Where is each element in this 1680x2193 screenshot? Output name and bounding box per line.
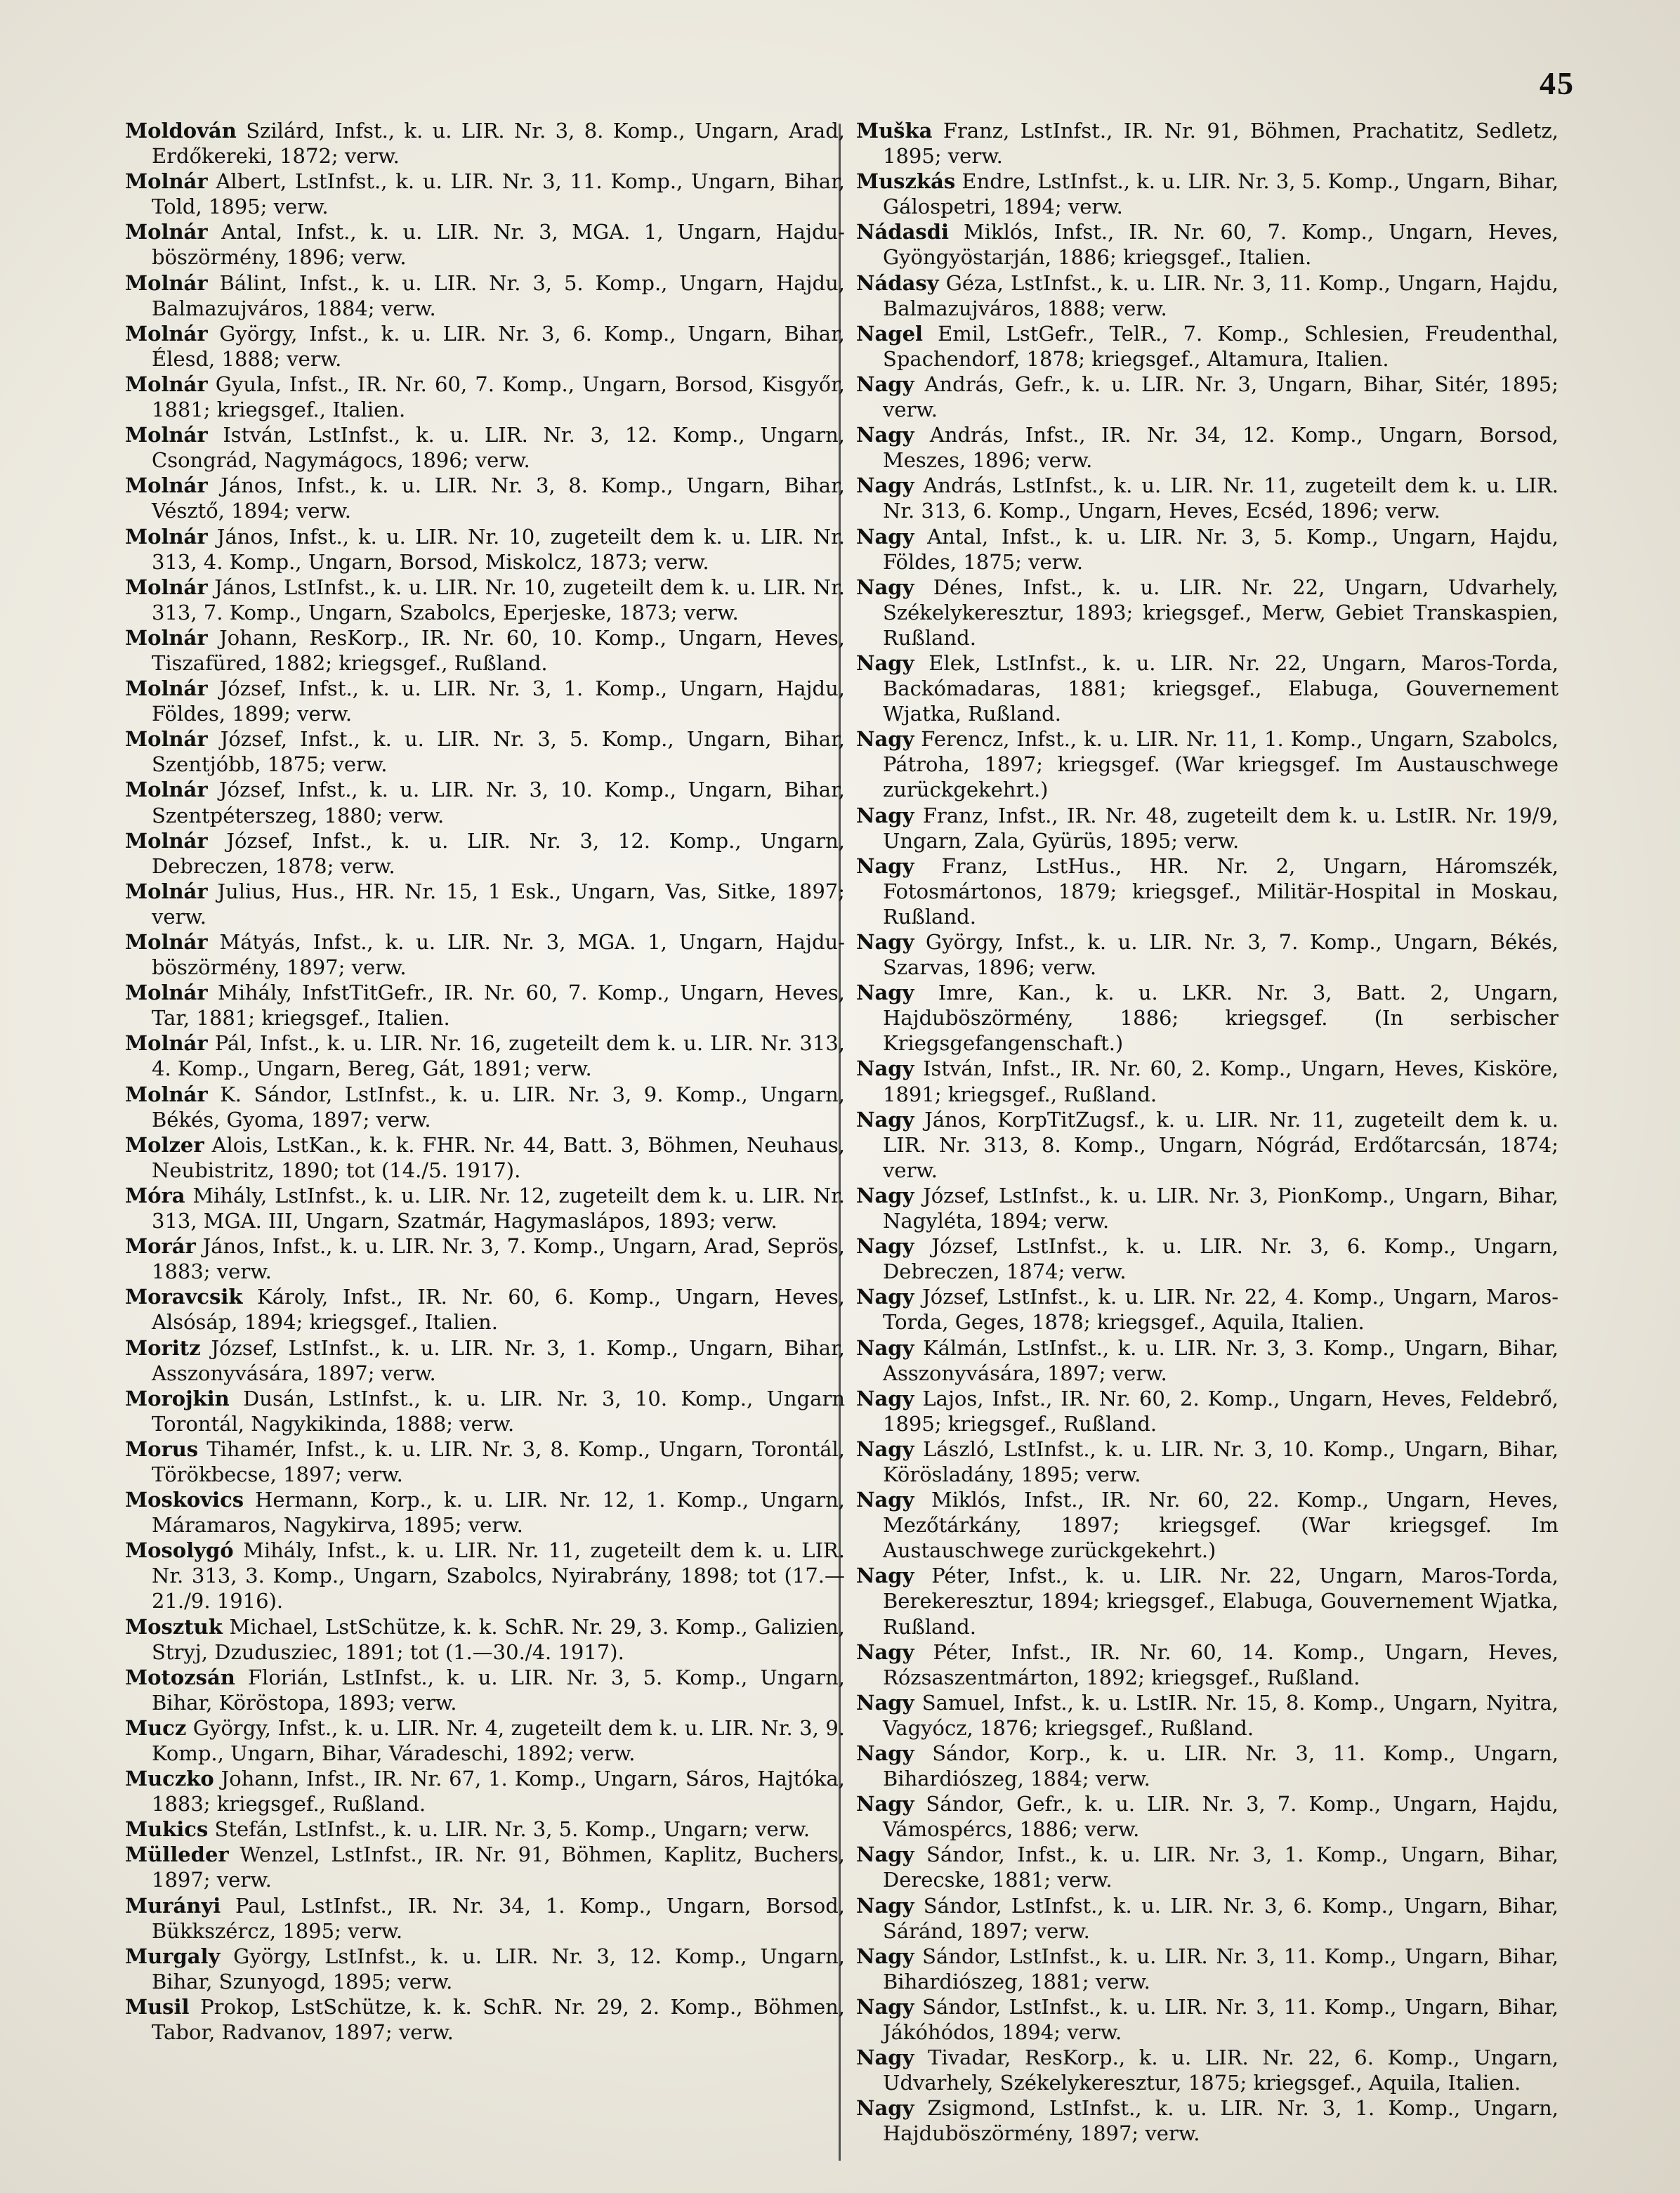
entry-surname: Nagy [856,1056,914,1081]
entry-surname: Móra [125,1183,185,1207]
entry-surname: Muczko [125,1767,214,1791]
entry-surname: Muszkás [856,169,956,194]
entry-details: K. Sándor, LstInfst., k. u. LIR. Nr. 3, 9. Komp., Ungarn, Békés, Gyoma, 1897; verw. [152,1082,845,1132]
entry-surname: Nagy [856,1944,914,1968]
entry-details: Sándor, LstInfst., k. u. LIR. Nr. 3, 11. Komp., Ungarn, Bihar, Bihardiószeg, 1881; verw. [883,1944,1558,1994]
casualty-entry [856,1842,1558,1892]
entry-details: Elek, LstInfst., k. u. LIR. Nr. 22, Ungarn, Maros-Torda, Backómadaras, 1881; kriegsgef., Elabuga, Gouvernement Wjatka, Rußland. [883,650,1558,726]
entry-details: János, Infst., k. u. LIR. Nr. 3, 8. Komp., Ungarn, Bihar, Vésztő, 1894; verw. [152,473,845,523]
entry-surname: Nagy [856,1107,914,1132]
entry-surname: Molnár [125,1082,208,1106]
entry-surname: Nagy [856,372,914,396]
page-number: 45 [1540,65,1575,101]
casualty-entry [125,1614,845,1665]
casualty-entry [125,726,845,777]
casualty-entry [125,1665,845,1715]
entry-surname: Molnár [125,220,208,244]
casualty-entry [125,1030,845,1081]
left-column [125,118,845,2045]
entry-details: János, Infst., k. u. LIR. Nr. 3, 7. Komp., Ungarn, Arad, Seprös, 1883; verw. [152,1234,845,1284]
casualty-entry [856,270,1558,321]
entry-details: István, LstInfst., k. u. LIR. Nr. 3, 12. Komp., Ungarn, Csongrád, Nagymágocs, 1896; verw. [152,423,845,473]
entry-details: Tihamér, Infst., k. u. LIR. Nr. 3, 8. Komp., Ungarn, Torontál, Törökbecse, 1897; verw. [152,1436,845,1486]
entry-surname: Nagy [856,524,914,549]
entry-surname: Nádasy [856,270,939,295]
casualty-entry [856,372,1558,422]
entry-surname: Nagy [856,1234,914,1259]
casualty-entry [125,879,845,929]
entry-surname: Nagy [856,727,914,752]
entry-surname: Molnár [125,473,208,498]
casualty-entry [125,1183,845,1233]
casualty-entry [856,473,1558,523]
casualty-entry [856,321,1558,372]
casualty-entry [856,1944,1558,1994]
casualty-entry [125,1893,845,1944]
casualty-entry [856,118,1558,169]
casualty-entry [125,828,845,879]
entry-surname: Molnár [125,575,208,599]
entry-surname: Molnár [125,169,208,194]
casualty-entry [856,1284,1558,1335]
entry-details: Mihály, LstInfst., k. u. LIR. Nr. 12, zugeteilt dem k. u. LIR. Nr. 313, MGA. III, Ungarn, Szatmár, Hagymaslápos, 1893; verw. [152,1183,845,1233]
casualty-entry [125,372,845,422]
entry-details: Mátyás, Infst., k. u. LIR. Nr. 3, MGA. 1, Ungarn, Hajdu-böszörmény, 1897; verw. [152,930,845,980]
entry-surname: Nagy [856,2096,914,2121]
entry-surname: Nagy [856,930,914,954]
entry-surname: Nagy [856,423,914,447]
entry-details: Franz, Infst., IR. Nr. 48, zugeteilt dem k. u. LstIR. Nr. 19/9, Ungarn, Zala, Gyürüs, 1895; verw. [883,803,1558,853]
entry-details: József, Infst., k. u. LIR. Nr. 3, 1. Komp., Ungarn, Hajdu, Földes, 1899; verw. [152,676,845,726]
casualty-entry [856,980,1558,1056]
entry-surname: Molzer [125,1132,204,1157]
entry-surname: Nagy [856,1564,914,1588]
entry-surname: Molnár [125,270,208,295]
entry-surname: Mukics [125,1817,209,1842]
casualty-entry [125,1233,845,1284]
entry-surname: Molnár [125,981,208,1005]
entry-surname: Molnár [125,879,208,903]
entry-details: Péter, Infst., k. u. LIR. Nr. 22, Ungarn, Maros-Torda, Berekeresztur, 1894; kriegsgef., Elabuga, Gouvernement Wjatka, Rußland. [883,1564,1558,1639]
entry-details: Imre, Kan., k. u. LKR. Nr. 3, Batt. 2, Ungarn, Hajduböszörmény, 1886; kriegsgef. (In serbischer Kriegsgefangenschaft.) [883,981,1558,1056]
entry-details: Sándor, Gefr., k. u. LIR. Nr. 3, 7. Komp., Ungarn, Hajdu, Vámospércs, 1886; verw. [883,1792,1558,1842]
casualty-entry [125,625,845,676]
casualty-entry [856,1233,1558,1284]
entry-surname: Moravcsik [125,1285,243,1309]
casualty-entry [856,803,1558,853]
entry-surname: Molnár [125,676,208,701]
casualty-entry [125,1944,845,1994]
casualty-entry [856,575,1558,650]
entry-surname: Molnár [125,828,208,853]
casualty-entry [856,1335,1558,1386]
entry-surname: Nagy [856,1386,914,1410]
entry-surname: Molnár [125,625,208,650]
entry-details: József, Infst., k. u. LIR. Nr. 3, 10. Komp., Ungarn, Bihar, Szentpéterszeg, 1880; verw. [152,778,845,827]
casualty-entry [856,1791,1558,1842]
entry-surname: Nagel [856,321,924,346]
entry-details: Sándor, LstInfst., k. u. LIR. Nr. 3, 6. Komp., Ungarn, Bihar, Sáránd, 1897; verw. [883,1893,1558,1943]
casualty-entry [125,676,845,726]
casualty-entry [125,1538,845,1613]
entry-details: Emil, LstGefr., TelR., 7. Komp., Schlesien, Freudenthal, Spachendorf, 1878; kriegsgef., Altamura, Italien. [883,321,1558,371]
entry-details: Dusán, LstInfst., k. u. LIR. Nr. 3, 10. Komp., Ungarn Torontál, Nagykikinda, 1888; verw. [152,1386,845,1436]
entry-surname: Nagy [856,1639,914,1664]
entry-details: Kálmán, LstInfst., k. u. LIR. Nr. 3, 3. Komp., Ungarn, Bihar, Asszonyvására, 1897; verw. [883,1335,1558,1385]
casualty-entry [856,219,1558,270]
entry-surname: Nagy [856,1285,914,1309]
entry-details: János, KorpTitZugsf., k. u. LIR. Nr. 11, zugeteilt dem k. u. LIR. Nr. 313, 8. Komp., Ungarn, Nógrád, Erdőtarcsán, 1874; verw. [883,1107,1558,1182]
entry-surname: Nagy [856,2045,914,2070]
entry-details: György, Infst., k. u. LIR. Nr. 3, 7. Komp., Ungarn, Békés, Szarvas, 1896; verw. [883,930,1558,980]
casualty-entry [856,1183,1558,1233]
entry-surname: Molnár [125,321,208,346]
entry-surname: Molnár [125,524,208,549]
entry-details: Dénes, Infst., k. u. LIR. Nr. 22, Ungarn, Udvarhely, Székelykeresztur, 1893; kriegsgef., Merw, Gebiet Transkaspien, Rußland. [883,575,1558,650]
casualty-entry [856,1386,1558,1436]
entry-surname: Nagy [856,1436,914,1461]
entry-surname: Nagy [856,1335,914,1360]
entry-details: József, LstInfst., k. u. LIR. Nr. 3, PionKomp., Ungarn, Bihar, Nagyléta, 1894; verw. [883,1183,1558,1233]
entry-details: Miklós, Infst., IR. Nr. 60, 7. Komp., Ungarn, Heves, Gyöngyöstarján, 1886; kriegsgef., Italien. [883,220,1558,270]
entry-details: József, LstInfst., k. u. LIR. Nr. 22, 4. Komp., Ungarn, Maros-Torda, Geges, 1878; kriegsgef., Aquila, Italien. [883,1285,1558,1335]
casualty-entry [856,1436,1558,1487]
entry-details: Wenzel, LstInfst., IR. Nr. 91, Böhmen, Kaplitz, Buchers, 1897; verw. [152,1842,845,1892]
entry-details: Mihály, Infst., k. u. LIR. Nr. 11, zugeteilt dem k. u. LIR. Nr. 313, 3. Komp., Ungarn, Szabolcs, Nyirabrány, 1898; tot (17.—21./9. 1916). [152,1538,845,1613]
entry-details: György, Infst., k. u. LIR. Nr. 3, 6. Komp., Ungarn, Bihar, Élesd, 1888; verw. [152,321,845,371]
entry-details: György, LstInfst., k. u. LIR. Nr. 3, 12. Komp., Ungarn, Bihar, Szunyogd, 1895; verw. [152,1944,845,1994]
casualty-entry [856,2095,1558,2146]
entry-details: Antal, Infst., k. u. LIR. Nr. 3, MGA. 1, Ungarn, Hajdu-böszörmény, 1896; verw. [152,220,845,270]
entry-surname: Murgaly [125,1944,221,1968]
casualty-entry [125,929,845,980]
casualty-entry [125,1132,845,1183]
entry-details: Prokop, LstSchütze, k. k. SchR. Nr. 29, 2. Komp., Böhmen, Tabor, Radvanov, 1897; verw. [152,1994,845,2045]
casualty-entry [125,321,845,372]
entry-details: Paul, LstInfst., IR. Nr. 34, 1. Komp., Ungarn, Borsod, Bükkszércz, 1895; verw. [152,1893,845,1943]
entry-surname: Nagy [856,1893,914,1918]
entry-surname: Nagy [856,1488,914,1512]
entry-details: László, LstInfst., k. u. LIR. Nr. 3, 10. Komp., Ungarn, Bihar, Körösladány, 1895; verw. [883,1436,1558,1486]
entry-details: Tivadar, ResKorp., k. u. LIR. Nr. 22, 6. Komp., Ungarn, Udvarhely, Székelykeresztur, 1875; kriegsgef., Aquila, Italien. [883,2045,1558,2095]
entry-details: Sándor, Korp., k. u. LIR. Nr. 3, 11. Komp., Ungarn, Bihardiószeg, 1884; verw. [883,1741,1558,1791]
casualty-entry [125,422,845,473]
entry-details: Hermann, Korp., k. u. LIR. Nr. 12, 1. Komp., Ungarn, Máramaros, Nagykirva, 1895; verw. [152,1488,845,1538]
entry-surname: Molnár [125,1031,208,1056]
casualty-entry [125,524,845,575]
casualty-entry [856,1487,1558,1563]
entry-details: Mihály, InfstTitGefr., IR. Nr. 60, 7. Komp., Ungarn, Heves, Tar, 1881; kriegsgef., Italien. [152,981,845,1030]
entry-details: Sándor, Infst., k. u. LIR. Nr. 3, 1. Komp., Ungarn, Bihar, Derecske, 1881; verw. [883,1842,1558,1892]
entry-details: Szilárd, Infst., k. u. LIR. Nr. 3, 8. Komp., Ungarn, Arad, Erdőkereki, 1872; verw. [152,119,845,169]
entry-details: Károly, Infst., IR. Nr. 60, 6. Komp., Ungarn, Heves, Alsósáp, 1894; kriegsgef., Italien. [152,1285,845,1335]
entry-details: János, LstInfst., k. u. LIR. Nr. 10, zugeteilt dem k. u. LIR. Nr. 313, 7. Komp., Ungarn, Szabolcs, Eperjeske, 1873; verw. [152,575,845,624]
entry-details: János, Infst., k. u. LIR. Nr. 10, zugeteilt dem k. u. LIR. Nr. 313, 4. Komp., Ungarn, Borsod, Miskolcz, 1873; verw. [152,524,845,574]
entry-details: Alois, LstKan., k. k. FHR. Nr. 44, Batt. 3, Böhmen, Neuhaus, Neubistritz, 1890; tot (14./5. 1917). [152,1132,845,1182]
entry-surname: Nádasdi [856,220,949,244]
entry-surname: Nagy [856,1183,914,1207]
entry-details: Antal, Infst., k. u. LIR. Nr. 3, 5. Komp., Ungarn, Hajdu, Földes, 1875; verw. [883,524,1558,574]
entry-details: György, Infst., k. u. LIR. Nr. 4, zugeteilt dem k. u. LIR. Nr. 3, 9. Komp., Ungarn, Bihar, Váradeschi, 1892; verw. [152,1715,845,1765]
casualty-entry [125,1715,845,1766]
casualty-entry [856,169,1558,219]
casualty-entry [856,422,1558,473]
entry-surname: Nagy [856,1842,914,1867]
entry-details: József, LstInfst., k. u. LIR. Nr. 3, 6. Komp., Ungarn, Debreczen, 1874; verw. [883,1234,1558,1284]
entry-surname: Nagy [856,981,914,1005]
entry-details: András, LstInfst., k. u. LIR. Nr. 11, zugeteilt dem k. u. LIR. Nr. 313, 6. Komp., Ungarn, Heves, Ecséd, 1896; verw. [883,473,1558,523]
casualty-entry [856,1639,1558,1690]
entry-details: Julius, Hus., HR. Nr. 15, 1 Esk., Ungarn, Vas, Sitke, 1897; verw. [152,879,845,929]
casualty-entry [856,1741,1558,1791]
casualty-entry [856,524,1558,575]
casualty-entry [125,1994,845,2045]
entry-surname: Morojkin [125,1386,230,1410]
entry-details: Endre, LstInfst., k. u. LIR. Nr. 3, 5. Komp., Ungarn, Bihar, Gálospetri, 1894; verw. [883,169,1558,219]
entry-surname: Nagy [856,853,914,878]
entry-details: Pál, Infst., k. u. LIR. Nr. 16, zugeteilt dem k. u. LIR. Nr. 313, 4. Komp., Ungarn, Bereg, Gát, 1891; verw. [152,1031,845,1081]
entry-surname: Molnár [125,372,208,396]
entry-details: András, Infst., IR. Nr. 34, 12. Komp., Ungarn, Borsod, Meszes, 1896; verw. [883,423,1558,473]
casualty-entry [125,1487,845,1538]
casualty-entry [125,118,845,169]
casualty-entry [856,1994,1558,2045]
entry-surname: Morus [125,1436,199,1461]
casualty-entry [856,929,1558,980]
casualty-entry [856,1563,1558,1639]
casualty-entry [856,1107,1558,1183]
casualty-entry [856,2045,1558,2095]
casualty-entry [125,473,845,523]
entry-surname: Musil [125,1994,190,2019]
casualty-entry [125,777,845,827]
casualty-entry [125,1284,845,1335]
casualty-entry [856,1893,1558,1944]
entry-details: Johann, ResKorp., IR. Nr. 60, 10. Komp., Ungarn, Heves, Tiszafüred, 1882; kriegsgef., Rußland. [152,625,845,675]
entry-surname: Molnár [125,727,208,752]
casualty-entry [125,219,845,270]
entry-surname: Nagy [856,650,914,675]
entry-surname: Molnár [125,778,208,802]
entry-details: Michael, LstSchütze, k. k. SchR. Nr. 29, 3. Komp., Galizien, Stryj, Dzudusziec, 1891; tot (1.—30./4. 1917). [152,1614,845,1664]
casualty-entry [856,650,1558,726]
entry-details: Florián, LstInfst., k. u. LIR. Nr. 3, 5. Komp., Ungarn, Bihar, Köröstopa, 1893; verw. [152,1665,845,1715]
casualty-entry [125,270,845,321]
entry-details: Bálint, Infst., k. u. LIR. Nr. 3, 5. Komp., Ungarn, Hajdu, Balmazujváros, 1884; verw. [152,270,845,320]
entry-details: Sándor, LstInfst., k. u. LIR. Nr. 3, 11. Komp., Ungarn, Bihar, Jákóhódos, 1894; verw. [883,1994,1558,2045]
entry-surname: Molnár [125,423,208,447]
entry-details: József, LstInfst., k. u. LIR. Nr. 3, 1. Komp., Ungarn, Bihar, Asszonyvására, 1897; verw. [152,1335,845,1385]
entry-surname: Mucz [125,1715,187,1740]
entry-surname: Mülleder [125,1842,229,1867]
entry-details: Johann, Infst., IR. Nr. 67, 1. Komp., Ungarn, Sáros, Hajtóka, 1883; kriegsgef., Rußland. [152,1767,845,1816]
casualty-entry [125,1766,845,1816]
casualty-entry [125,980,845,1030]
entry-surname: Molnár [125,930,208,954]
casualty-entry [125,1386,845,1436]
entry-details: József, Infst., k. u. LIR. Nr. 3, 5. Komp., Ungarn, Bihar, Szentjóbb, 1875; verw. [152,727,845,777]
entry-surname: Moldován [125,119,237,143]
casualty-entry [125,1816,845,1842]
entry-details: István, Infst., IR. Nr. 60, 2. Komp., Ungarn, Heves, Kisköre, 1891; kriegsgef., Rußland. [883,1056,1558,1106]
casualty-entry [125,1335,845,1386]
entry-surname: Nagy [856,1994,914,2019]
casualty-entry [856,853,1558,929]
entry-surname: Nagy [856,575,914,599]
entry-details: Franz, LstHus., HR. Nr. 2, Ungarn, Háromszék, Fotosmártonos, 1879; kriegsgef., Militär-Hospital in Moskau, Rußland. [883,853,1558,929]
entry-surname: Motozsán [125,1665,235,1689]
entry-surname: Murányi [125,1893,221,1918]
entry-details: Gyula, Infst., IR. Nr. 60, 7. Komp., Ungarn, Borsod, Kisgyőr, 1881; kriegsgef., Italien. [152,372,845,422]
casualty-entry [856,1690,1558,1741]
entry-details: Lajos, Infst., IR. Nr. 60, 2. Komp., Ungarn, Heves, Feldebrő, 1895; kriegsgef., Rußland. [883,1386,1558,1436]
entry-details: Stefán, LstInfst., k. u. LIR. Nr. 3, 5. Komp., Ungarn; verw. [208,1817,811,1842]
entry-details: Albert, LstInfst., k. u. LIR. Nr. 3, 11. Komp., Ungarn, Bihar, Told, 1895; verw. [152,169,845,219]
entry-details: Franz, LstInfst., IR. Nr. 91, Böhmen, Prachatitz, Sedletz, 1895; verw. [883,119,1558,169]
entry-details: József, Infst., k. u. LIR. Nr. 3, 12. Komp., Ungarn, Debreczen, 1878; verw. [152,828,845,878]
entry-surname: Moritz [125,1335,201,1360]
entry-details: Samuel, Infst., k. u. LstIR. Nr. 15, 8. Komp., Ungarn, Nyitra, Vagyócz, 1876; kriegsgef., Rußland. [883,1690,1558,1740]
entry-surname: Mosztuk [125,1614,223,1639]
entry-surname: Moskovics [125,1488,244,1512]
casualty-entry [856,1056,1558,1106]
entry-surname: Morár [125,1234,196,1259]
entry-details: Péter, Infst., IR. Nr. 60, 14. Komp., Ungarn, Heves, Rózsaszentmárton, 1892; kriegsgef., Rußland. [883,1639,1558,1689]
casualty-entry [856,726,1558,802]
casualty-entry [125,575,845,625]
entry-surname: Muška [856,119,933,143]
entry-details: Miklós, Infst., IR. Nr. 60, 22. Komp., Ungarn, Heves, Mezőtárkány, 1897; kriegsgef. (War kriegsgef. Im Austauschwege zurückgekehrt.) [883,1488,1558,1563]
entry-surname: Nagy [856,1792,914,1816]
entry-details: Zsigmond, LstInfst., k. u. LIR. Nr. 3, 1. Komp., Ungarn, Hajduböszörmény, 1897; verw. [883,2096,1558,2146]
entry-details: Géza, LstInfst., k. u. LIR. Nr. 3, 11. Komp., Ungarn, Hajdu, Balmazujváros, 1888; verw. [883,270,1558,320]
entry-surname: Nagy [856,803,914,827]
casualty-entry [125,1436,845,1487]
entry-surname: Mosolygó [125,1538,234,1563]
casualty-entry [125,1082,845,1132]
right-column [856,118,1558,2147]
entry-details: Ferencz, Infst., k. u. LIR. Nr. 11, 1. Komp., Ungarn, Szabolcs, Pátroha, 1897; kriegsgef. (War kriegsgef. Im Austauschwege zurückgekehrt.) [883,727,1558,802]
entry-details: András, Gefr., k. u. LIR. Nr. 3, Ungarn, Bihar, Sitér, 1895; verw. [883,372,1558,422]
entry-surname: Nagy [856,1690,914,1715]
entry-surname: Nagy [856,1741,914,1765]
casualty-entry [125,169,845,219]
entry-surname: Nagy [856,473,914,498]
casualty-entry [125,1842,845,1892]
